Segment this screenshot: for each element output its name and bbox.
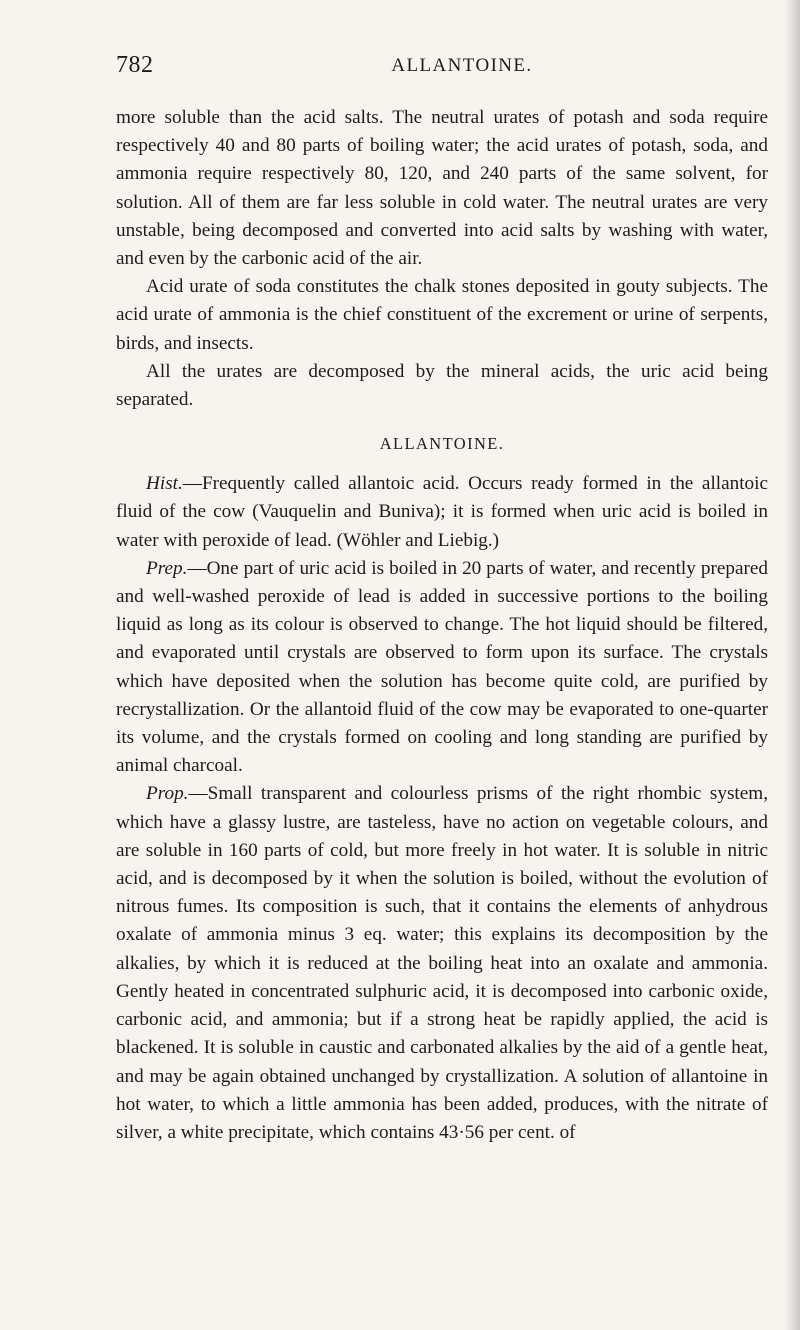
body-text [116, 104, 768, 1147]
page-edge-shadow [784, 0, 800, 1330]
hist-label: Hist. [146, 473, 183, 495]
prop-label: Prop. [146, 783, 189, 805]
page-number: 782 [116, 52, 154, 78]
paragraph-prep [116, 555, 768, 781]
prop-text: —Small transparent and colourless prisms of the right rhombic system, which have a glassy lustre, are tasteless, have no action on vegetable colours, and are soluble in 160 parts of cold, but more freely in hot water. It is soluble in nitric acid, and is decomposed by it when the solution is boiled, without the evolution of nitrous fumes. Its composition is such, that it contains the elements of anhydrous oxalate of ammonia minus 3 eq. water; this explains its decomposition by the alkalies, by which it is reduced at the boiling heat into an oxalate and ammonia. Gently heated in concentrated sulphuric acid, it is decomposed into carbonic oxide, carbonic acid, and ammonia; but if a strong heat be rapidly applied, the acid is blackened. It is soluble in caustic and carbonated alkalies by the aid of a gentle heat, and may be again obtained unchanged by crystallization. A solution of allantoine in hot water, to which a little ammonia has been added, produces, with the nitrate of silver, a white precipitate, which contains 43·56 per cent. of [116, 783, 768, 1143]
page-header [116, 52, 768, 86]
paragraph-hist [116, 470, 768, 555]
paragraph-urates-decomposed: All the urates are decomposed by the mineral acids, the uric acid being separated. [116, 360, 768, 411]
section-title: ALLANTOINE. [379, 434, 505, 454]
paragraph-prop [116, 780, 768, 1147]
paragraph-acid-urate-soda: Acid urate of soda constitutes the chalk stones deposited in gouty subjects. The acid urate of ammonia is the chief constituent of the excrement or urine of serpents, birds, and insects. [116, 276, 768, 354]
hist-text: —Frequently called allantoic acid. Occurs ready formed in the allantoic fluid of the cow (Vauquelin and Buniva); it is formed when uric acid is boiled in water with peroxide of lead. (Wöhler and Liebig.) [116, 473, 768, 551]
paragraph-urates-solubility: more soluble than the acid salts. The neutral urates of potash and soda require respectively 40 and 80 parts of boiling water; the acid urates of potash, soda, and ammonia require respectively 80, 120, and 240 parts of the same solvent, for solution. All of them are far less soluble in cold water. The neutral urates are very unstable, being decomposed and converted into acid salts by washing with water, and even by the carbonic acid of the air. [116, 107, 768, 270]
prep-label: Prep. [146, 557, 188, 579]
running-head: ALLANTOINE. [391, 55, 533, 76]
prep-text: —One part of uric acid is boiled in 20 parts of water, and recently prepared and well-washed peroxide of lead is added in successive portions to the boiling liquid as long as its colour is observed to change. The hot liquid should be filtered, and evaporated until crystals are observed to form upon its surface. The crystals which have deposited when the solution has become quite cold, are purified by recrystallization. Or the allantoid fluid of the cow may be evaporated to one-quarter its volume, and the crystals formed on cooling and long standing are purified by animal charcoal. [116, 557, 768, 777]
